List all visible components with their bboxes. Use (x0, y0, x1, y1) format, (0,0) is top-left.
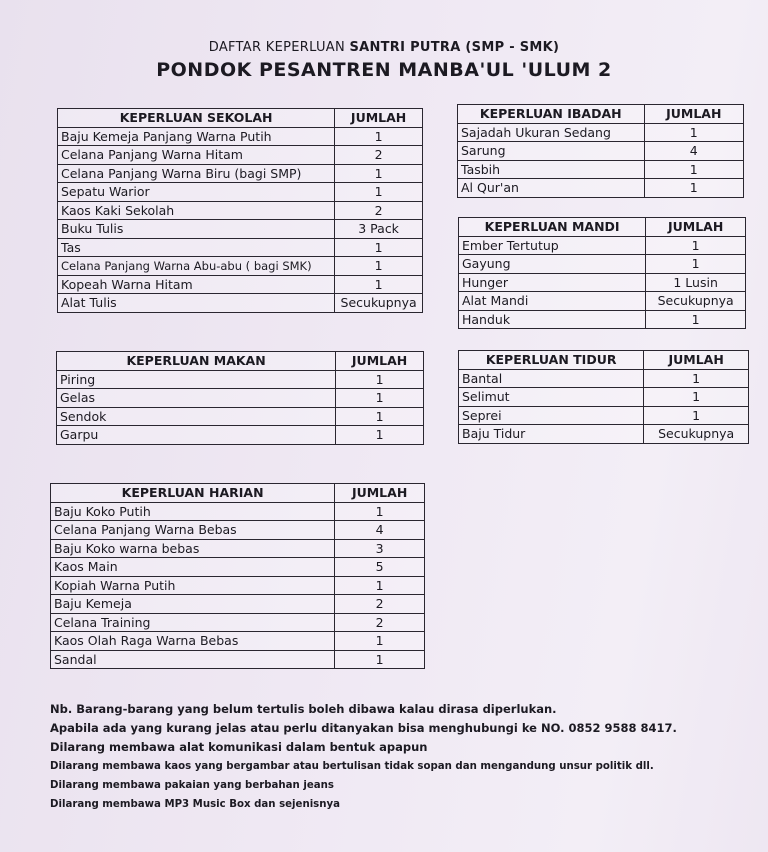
item-name: Handuk (459, 310, 646, 329)
table-row (57, 407, 424, 426)
item-quantity: 1 (335, 257, 423, 276)
item-quantity: 1 (644, 179, 743, 198)
note-line: Dilarang membawa alat komunikasi dalam bentuk apapun (50, 740, 428, 754)
item-quantity: 1 (644, 123, 743, 142)
item-quantity: 4 (644, 142, 743, 161)
table-row (459, 425, 749, 444)
item-name: Sandal (51, 650, 335, 669)
item-name: Baju Tidur (459, 425, 644, 444)
column-header-jumlah: JUMLAH (336, 352, 424, 371)
table-row (58, 146, 423, 165)
item-name: Kopeah Warna Hitam (58, 275, 335, 294)
table-keperluan-ibadah (457, 104, 744, 198)
note-line: Dilarang membawa kaos yang bergambar atau bertulisan tidak sopan dan mengandung unsur politik dll. (50, 761, 654, 772)
table-row (51, 539, 425, 558)
item-quantity: 3 Pack (335, 220, 423, 239)
item-name: Sajadah Ukuran Sedang (458, 123, 645, 142)
table-row (58, 220, 423, 239)
table-row (459, 273, 746, 292)
table-row (58, 164, 423, 183)
table-row (51, 613, 425, 632)
document-header (0, 40, 768, 81)
table-row (459, 255, 746, 274)
item-quantity: 1 (644, 406, 749, 425)
table-row (51, 502, 425, 521)
item-name: Alat Tulis (58, 294, 335, 313)
table-row (58, 238, 423, 257)
table-row (58, 257, 423, 276)
item-name: Piring (57, 370, 336, 389)
item-quantity: Secukupnya (646, 292, 746, 311)
table-header-row (459, 218, 746, 237)
table-header-row (458, 105, 744, 124)
column-header-jumlah: JUMLAH (644, 105, 743, 124)
item-name: Al Qur'an (458, 179, 645, 198)
item-quantity: 1 (644, 369, 749, 388)
column-header-item: KEPERLUAN MANDI (459, 218, 646, 237)
item-name: Garpu (57, 426, 336, 445)
column-header-jumlah: JUMLAH (646, 218, 746, 237)
item-name: Alat Mandi (459, 292, 646, 311)
item-name: Buku Tulis (58, 220, 335, 239)
item-name: Celana Panjang Warna Abu-abu ( bagi SMK) (58, 257, 335, 276)
column-header-jumlah: JUMLAH (335, 109, 423, 128)
column-header-item: KEPERLUAN IBADAH (458, 105, 645, 124)
item-name: Celana Panjang Warna Hitam (58, 146, 335, 165)
item-name: Baju Kemeja (51, 595, 335, 614)
table-header-row (58, 109, 423, 128)
item-name: Seprei (459, 406, 644, 425)
note-line: Apabila ada yang kurang jelas atau perlu ditanyakan bisa menghubungi ke NO. 0852 9588 8417. (50, 721, 677, 735)
item-name: Baju Koko warna bebas (51, 539, 335, 558)
item-name: Kaos Kaki Sekolah (58, 201, 335, 220)
column-header-item: KEPERLUAN MAKAN (57, 352, 336, 371)
column-header-item: KEPERLUAN SEKOLAH (58, 109, 335, 128)
item-quantity: Secukupnya (644, 425, 749, 444)
item-quantity: 1 (646, 310, 746, 329)
table-row (58, 275, 423, 294)
item-name: Hunger (459, 273, 646, 292)
table-row (58, 183, 423, 202)
table-row (51, 650, 425, 669)
item-quantity: 1 (644, 388, 749, 407)
column-header-item: KEPERLUAN TIDUR (459, 351, 644, 370)
table-row (458, 123, 744, 142)
item-name: Kaos Main (51, 558, 335, 577)
table-row (51, 521, 425, 540)
item-quantity: 1 (336, 426, 424, 445)
table-row (458, 142, 744, 161)
item-quantity: 2 (335, 613, 425, 632)
item-name: Sepatu Warior (58, 183, 335, 202)
item-name: Ember Tertutup (459, 236, 646, 255)
table-row (459, 388, 749, 407)
note-line: Nb. Barang-barang yang belum tertulis boleh dibawa kalau dirasa diperlukan. (50, 702, 557, 716)
item-name: Celana Panjang Warna Biru (bagi SMP) (58, 164, 335, 183)
table-row (459, 406, 749, 425)
table-row (459, 310, 746, 329)
column-header-jumlah: JUMLAH (335, 484, 425, 503)
table-row (458, 179, 744, 198)
item-quantity: 1 (335, 576, 425, 595)
item-quantity: 1 (335, 632, 425, 651)
item-quantity: 2 (335, 595, 425, 614)
item-name: Baju Kemeja Panjang Warna Putih (58, 127, 335, 146)
table-keperluan-sekolah (57, 108, 423, 313)
item-name: Kopiah Warna Putih (51, 576, 335, 595)
item-name: Tasbih (458, 160, 645, 179)
item-quantity: 1 (335, 502, 425, 521)
item-quantity: 2 (335, 201, 423, 220)
item-quantity: 1 (335, 275, 423, 294)
table-keperluan-harian (50, 483, 425, 669)
item-quantity: 1 (644, 160, 743, 179)
item-name: Baju Koko Putih (51, 502, 335, 521)
column-header-jumlah: JUMLAH (644, 351, 749, 370)
item-quantity: 5 (335, 558, 425, 577)
item-quantity: 1 (646, 255, 746, 274)
table-keperluan-makan (56, 351, 424, 445)
table-header-row (51, 484, 425, 503)
table-row (58, 127, 423, 146)
item-name: Sendok (57, 407, 336, 426)
item-quantity: 1 (335, 238, 423, 257)
item-quantity: 1 (646, 236, 746, 255)
item-quantity: 1 (336, 370, 424, 389)
document-subtitle: DAFTAR KEPERLUAN SANTRI PUTRA (SMP - SMK) (208, 40, 560, 55)
table-row (459, 292, 746, 311)
item-quantity: 1 (335, 183, 423, 202)
item-quantity: 1 (335, 164, 423, 183)
table-header-row (459, 351, 749, 370)
table-row (57, 370, 424, 389)
item-quantity: 1 (335, 650, 425, 669)
item-name: Sarung (458, 142, 645, 161)
table-row (57, 426, 424, 445)
table-row (459, 369, 749, 388)
note-line: Dilarang membawa pakaian yang berbahan jeans (50, 780, 334, 791)
item-quantity: 2 (335, 146, 423, 165)
item-name: Bantal (459, 369, 644, 388)
table-row (51, 595, 425, 614)
item-quantity: 1 (335, 127, 423, 146)
table-keperluan-tidur (458, 350, 749, 444)
item-quantity: 1 (336, 407, 424, 426)
table-row (459, 236, 746, 255)
item-name: Tas (58, 238, 335, 257)
table-row (51, 576, 425, 595)
document-title: PONDOK PESANTREN MANBA'UL 'ULUM 2 (156, 59, 612, 81)
table-row (51, 632, 425, 651)
item-quantity: Secukupnya (335, 294, 423, 313)
table-row (458, 160, 744, 179)
table-row (58, 294, 423, 313)
column-header-item: KEPERLUAN HARIAN (51, 484, 335, 503)
item-quantity: 1 (336, 389, 424, 408)
item-name: Gayung (459, 255, 646, 274)
table-row (51, 558, 425, 577)
item-name: Celana Training (51, 613, 335, 632)
item-name: Celana Panjang Warna Bebas (51, 521, 335, 540)
table-row (58, 201, 423, 220)
item-quantity: 3 (335, 539, 425, 558)
item-name: Gelas (57, 389, 336, 408)
item-quantity: 4 (335, 521, 425, 540)
table-keperluan-mandi (458, 217, 746, 329)
table-header-row (57, 352, 424, 371)
table-row (57, 389, 424, 408)
item-quantity: 1 Lusin (646, 273, 746, 292)
item-name: Kaos Olah Raga Warna Bebas (51, 632, 335, 651)
notes-section (50, 700, 750, 814)
item-name: Selimut (459, 388, 644, 407)
note-line: Dilarang membawa MP3 Music Box dan sejenisnya (50, 799, 341, 810)
